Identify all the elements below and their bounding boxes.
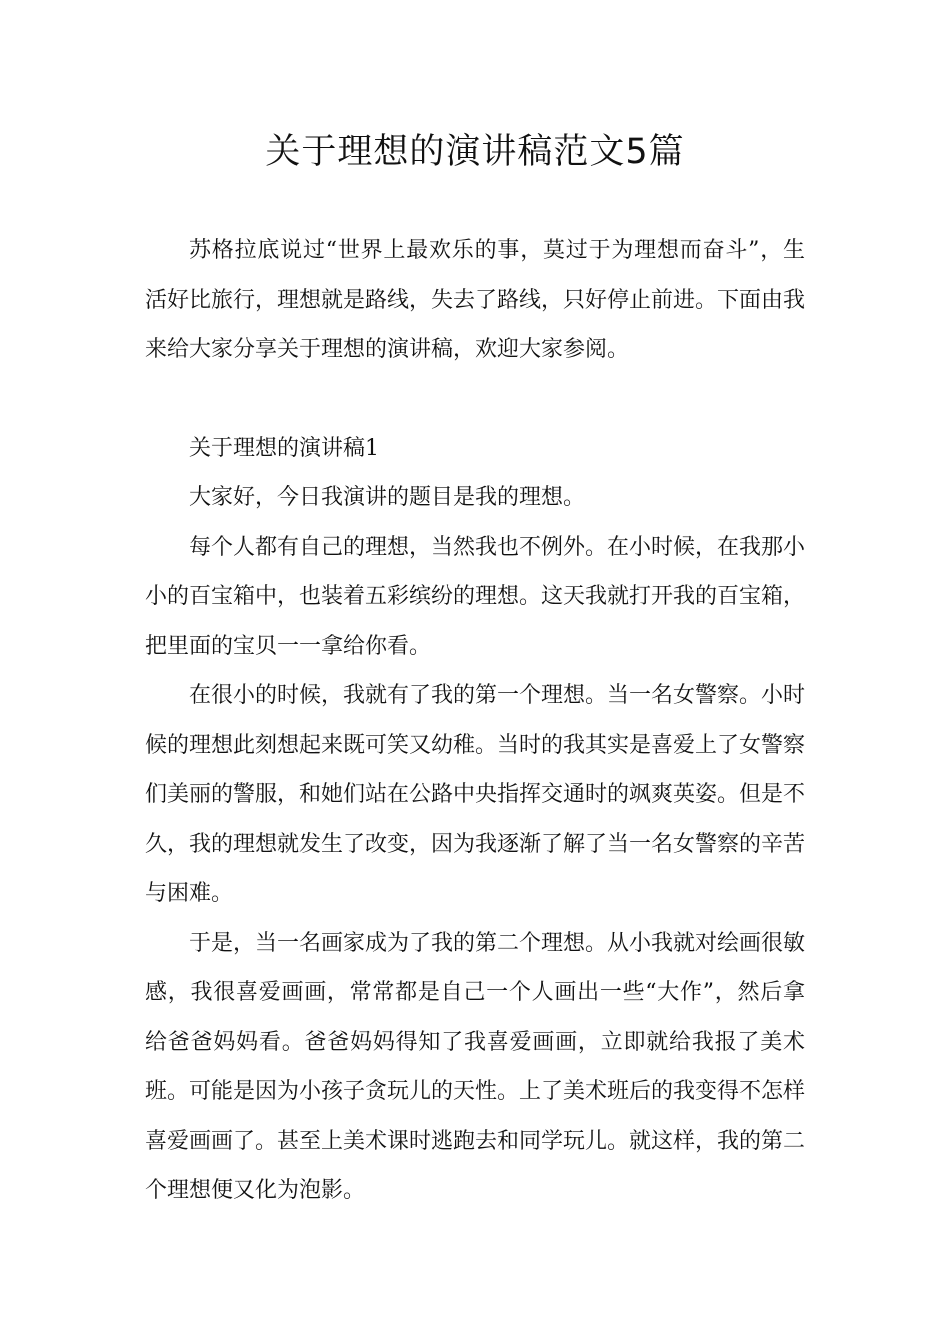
body-paragraph: 于是，当一名画家成为了我的第二个理想。从小我就对绘画很敏感，我很喜爱画画，常常都是自己一个人画出一些“大作”，然后拿给爸爸妈妈看。爸爸妈妈得知了我喜爱画画，立即就给我报了美术班。可能是因为小孩子贪玩儿的天性。上了美术班后的我变得不怎样喜爱画画了。甚至上美术课时逃跑去和同学玩儿。就这样，我的第二个理想便又化为泡影。 (145, 930, 806, 1203)
document-body (145, 226, 805, 1216)
greeting-paragraph: 大家好，今日我演讲的题目是我的理想。 (189, 485, 586, 510)
section-heading: 关于理想的演讲稿1 (189, 435, 379, 461)
body-paragraph: 每个人都有自己的理想，当然我也不例外。在小时候，在我那小小的百宝箱中，也装着五彩缤纷的理想。这天我就打开我的百宝箱，把里面的宝贝一一拿给你看。 (145, 534, 806, 659)
document-title: 关于理想的演讲稿范文5篇 (265, 132, 685, 172)
body-paragraph: 在很小的时候，我就有了我的第一个理想。当一名女警察。小时候的理想此刻想起来既可笑又幼稚。当时的我其实是喜爱上了女警察们美丽的警服，和她们站在公路中央指挥交通时的飒爽英姿。但是不久，我的理想就发生了改变，因为我逐渐了解了当一名女警察的辛苦与困难。 (145, 683, 806, 906)
intro-paragraph: 苏格拉底说过“世界上最欢乐的事，莫过于为理想而奋斗”，生活好比旅行，理想就是路线，失去了路线，只好停止前进。下面由我来给大家分享关于理想的演讲稿，欢迎大家参阅。 (145, 238, 806, 362)
